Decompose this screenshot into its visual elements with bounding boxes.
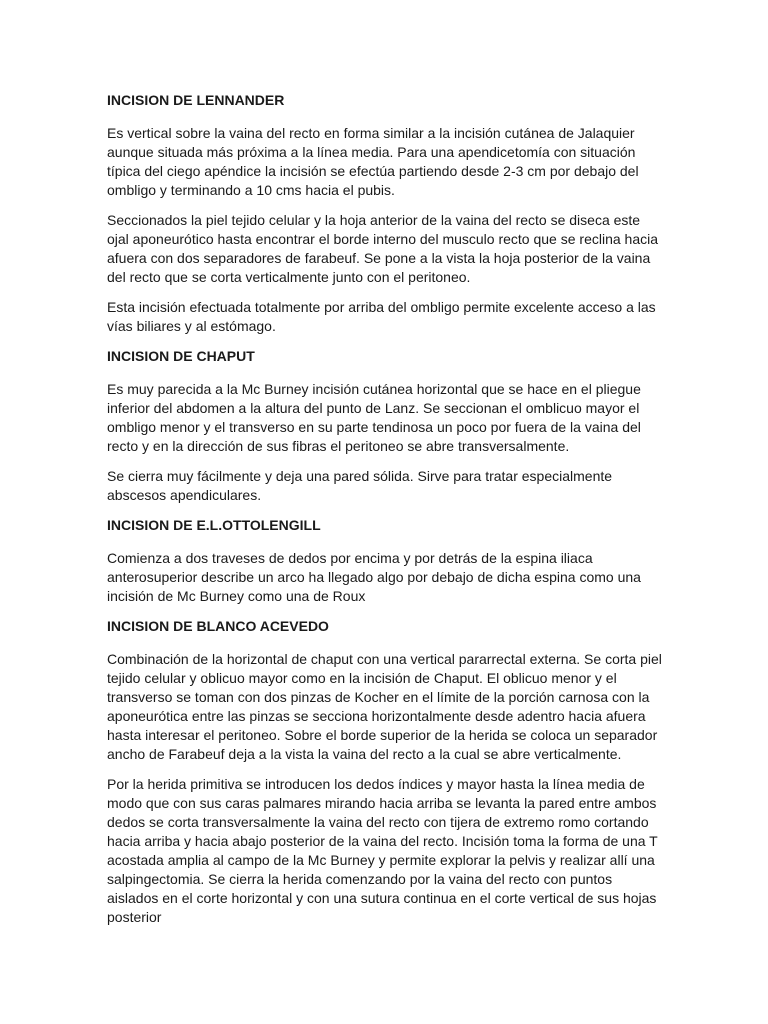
paragraph: Comienza a dos traveses de dedos por encima y por detrás de la espina iliaca anterosuperior describe un arco ha llegado algo por debajo de dicha espina como una incisión de Mc Burney como una de Roux (107, 550, 641, 604)
paragraph: Es vertical sobre la vaina del recto en forma similar a la incisión cutánea de Jalaquier aunque situada más próxima a la línea media. Para una apendicetomía con situación típica del ciego apéndice la incisión se efectúa partiendo desde 2-3 cm por debajo del ombligo y terminando a 10 cms hacia el pubis. (107, 125, 639, 198)
paragraph: Seccionados la piel tejido celular y la hoja anterior de la vaina del recto se diseca este ojal aponeurótico hasta encontrar el borde interno del musculo recto que se reclina hacia afuera con dos separadores de farabeuf. Se pone a la vista la hoja posterior de la vaina del recto que se corta verticalmente junto con el peritoneo. (107, 212, 659, 285)
paragraph: Es muy parecida a la Mc Burney incisión cutánea horizontal que se hace en el pliegue inferior del abdomen a la altura del punto de Lanz. Se seccionan el omblicuo mayor el ombligo menor y el transverso en su parte tendinosa un poco por fuera de la vaina del recto y en la dirección de sus fibras el peritoneo se abre transversalmente. (107, 381, 641, 454)
section-heading: INCISION DE CHAPUT (107, 348, 255, 364)
paragraph: Esta incisión efectuada totalmente por arriba del ombligo permite excelente acceso a las vías biliares y al estómago. (107, 299, 656, 334)
section-heading: INCISION DE E.L.OTTOLENGILL (107, 517, 321, 533)
section-heading: INCISION DE BLANCO ACEVEDO (107, 618, 329, 634)
document-page (107, 91, 663, 927)
section-heading: INCISION DE LENNANDER (107, 92, 285, 108)
paragraph: Por la herida primitiva se introducen los dedos índices y mayor hasta la línea media de modo que con sus caras palmares mirando hacia arriba se levanta la pared entre ambos dedos se corta transversalmente la vaina del recto con tijera de extremo romo cortando hacia arriba y hacia abajo posterior de la vaina del recto. Incisión toma la forma de una T acostada amplia al campo de la Mc Burney y permite explorar la pelvis y realizar allí una salpingectomia. Se cierra la herida comenzando por la vaina del recto con puntos aislados en el corte horizontal y con una sutura continua en el corte vertical de sus hojas posterior (107, 776, 658, 925)
paragraph: Combinación de la horizontal de chaput con una vertical pararrectal externa. Se corta piel tejido celular y oblicuo mayor como en la incisión de Chaput. El oblicuo menor y el transverso se toman con dos pinzas de Kocher en el límite de la porción carnosa con la aponeurótica entre las pinzas se secciona horizontalmente desde adentro hacia afuera hasta interesar el peritoneo. Sobre el borde superior de la herida se coloca un separador ancho de Farabeuf deja a la vista la vaina del recto a la cual se abre verticalmente. (107, 651, 662, 762)
paragraph: Se cierra muy fácilmente y deja una pared sólida. Sirve para tratar especialmente abscesos apendiculares. (107, 468, 613, 503)
